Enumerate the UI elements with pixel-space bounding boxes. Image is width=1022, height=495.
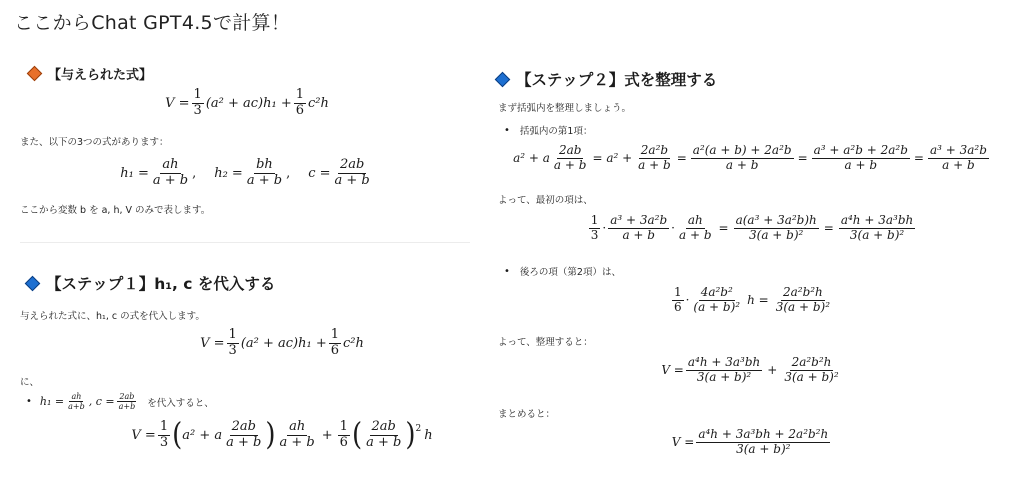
- frac-den: (a + b)²: [693, 299, 741, 314]
- fraction: [677, 214, 714, 243]
- fraction: [294, 88, 306, 119]
- fraction: [364, 420, 403, 451]
- left-column: [16, 46, 478, 495]
- eq-lhs: V =: [671, 435, 695, 450]
- frac-num: 2a²b²h: [782, 285, 823, 299]
- fraction: [158, 420, 170, 451]
- frac-num: 2a²b²h: [791, 355, 832, 369]
- frac-den: 6: [330, 342, 339, 358]
- equals: = a² +: [592, 151, 633, 166]
- eq-lhs: V =: [165, 95, 190, 111]
- page-title: ここからChat GPT4.5で計算！: [14, 12, 291, 34]
- organize-text: よって、整理すると：: [498, 337, 593, 348]
- frac-num: a²(a + b) + 2a²b: [692, 143, 792, 157]
- frac-num: bh: [256, 157, 273, 172]
- frac-num: 4a²b²: [700, 285, 733, 299]
- frac-num: a³ + a²b + 2a²b: [813, 143, 908, 157]
- fraction: [691, 144, 794, 173]
- item2-text: 後ろの項（第2項）は、: [519, 267, 621, 278]
- substitution-math: [40, 392, 139, 411]
- frac-num: ah: [71, 392, 82, 401]
- first-term-text: よって、最初の項は、: [498, 195, 593, 206]
- frac-num: ah: [289, 419, 306, 434]
- frac-num: a(a³ + 3a²b)h: [735, 213, 817, 227]
- paren: ): [405, 417, 416, 454]
- frac-num: 2ab: [119, 392, 135, 401]
- ni-text: に、: [20, 377, 40, 388]
- frac-den: 3: [193, 102, 202, 118]
- paren: (: [172, 417, 183, 454]
- frac-den: 6: [295, 102, 304, 118]
- frac-den: a+b: [68, 402, 85, 412]
- h1-lhs: h₁ =: [120, 165, 149, 181]
- frac-num: a³ + 3a²b: [610, 213, 668, 227]
- fraction: [338, 420, 350, 451]
- equals: =: [718, 221, 729, 236]
- comma: ,: [192, 165, 197, 181]
- equals: =: [913, 151, 924, 166]
- dot: ·: [671, 221, 675, 236]
- frac-num: ah: [687, 213, 703, 227]
- exponent: 2: [415, 424, 422, 434]
- frac-num: 1: [590, 213, 599, 227]
- also-text: また、以下の3つの式があります：: [20, 137, 169, 148]
- bullet: •: [504, 265, 510, 277]
- frac-den: a + b: [279, 434, 315, 450]
- fraction: [66, 392, 87, 411]
- frac-den: a + b: [679, 227, 712, 242]
- summary-text: まとめると：: [498, 409, 556, 420]
- frac-den: a + b: [942, 157, 975, 172]
- blue-diamond-icon: [25, 275, 41, 291]
- frac-num: 1: [339, 419, 348, 434]
- step2-heading: [494, 68, 717, 90]
- fraction: [696, 428, 830, 457]
- eq-lhs: V =: [661, 363, 684, 378]
- paren: ): [265, 417, 276, 454]
- item2-line: [504, 264, 621, 278]
- dot: ·: [602, 221, 607, 236]
- fraction: [839, 214, 915, 243]
- frac-den: a + b: [152, 172, 189, 188]
- given-heading-text: 【与えられた式】: [48, 68, 153, 83]
- c-lhs: c =: [308, 165, 331, 181]
- plus: +: [767, 363, 778, 378]
- step2-intro: まず括弧内を整理しましょう。: [498, 103, 632, 114]
- fraction: [686, 356, 762, 385]
- fraction: [812, 144, 910, 173]
- frac-den: 3(a + b)²: [736, 441, 791, 456]
- fraction: [245, 158, 284, 189]
- fraction: [333, 158, 372, 189]
- frac-num: 2ab: [558, 143, 582, 157]
- frac-num: 1: [330, 327, 339, 342]
- frac-den: 6: [673, 299, 682, 314]
- express-text: ここから変数 b を a, h, V のみで表します。: [20, 205, 211, 216]
- given-heading: [26, 64, 152, 83]
- sub-c-lhs: , c =: [88, 395, 115, 409]
- fraction: [672, 286, 684, 315]
- frac-den: 3: [590, 227, 599, 242]
- bullet: •: [26, 396, 32, 408]
- frac-den: 3: [228, 342, 237, 358]
- frac-num: 1: [673, 285, 682, 299]
- fraction: [227, 328, 239, 359]
- organized-equation: [492, 356, 1012, 385]
- step2-heading-text: 【ステップ２】式を整理する: [516, 71, 718, 89]
- frac-den: a + b: [725, 157, 759, 172]
- frac-num: 2a²b: [640, 143, 669, 157]
- item1-text: 括弧内の第1項：: [519, 126, 593, 137]
- frac-num: 2ab: [231, 419, 256, 434]
- fraction: [928, 144, 989, 173]
- final-equation: [492, 428, 1012, 457]
- eq-lhs: V =: [200, 335, 225, 351]
- frac-num: 1: [295, 87, 304, 102]
- frac-num: a³ + 3a²b: [929, 143, 987, 157]
- frac-den: 3(a + b)²: [784, 369, 839, 384]
- frac-den: a + b: [246, 172, 283, 188]
- h-equations: [16, 158, 478, 189]
- fraction: [691, 286, 742, 315]
- eq-mid: (a² + ac)h₁ +: [240, 335, 327, 351]
- fraction: [608, 214, 669, 243]
- right-column: [492, 46, 1012, 495]
- frac-num: 1: [159, 419, 169, 434]
- frac-num: 1: [193, 87, 202, 102]
- frac-den: 3(a + b)²: [849, 227, 905, 242]
- frac-den: 3(a + b)²: [749, 227, 804, 242]
- equals: =: [797, 151, 808, 166]
- bracket-term-equation: [492, 144, 1012, 173]
- frac-num: 1: [228, 327, 237, 342]
- equals: =: [823, 221, 834, 236]
- sub-h1-lhs: h₁ =: [39, 395, 65, 409]
- frac-den: a + b: [366, 434, 402, 450]
- frac-num: a⁴h + 3a³bh: [687, 355, 761, 369]
- dot: ·: [685, 293, 690, 308]
- fraction: [552, 144, 589, 173]
- fraction: [774, 286, 832, 315]
- fraction: [117, 392, 138, 411]
- paren: (: [351, 417, 363, 454]
- item1-line: [504, 123, 592, 137]
- frac-den: a + b: [622, 227, 655, 242]
- fraction: [151, 158, 190, 189]
- first-term-equation: [492, 214, 1012, 243]
- orange-diamond-icon: [27, 66, 43, 82]
- frac-num: a⁴h + 3a³bh + 2a²b²h: [698, 427, 829, 441]
- frac-den: a + b: [638, 157, 671, 172]
- frac-num: ah: [162, 157, 179, 172]
- fraction: [192, 88, 204, 119]
- eq-tail: h: [424, 427, 433, 443]
- step1-equation: [16, 328, 548, 359]
- h2-lhs: h₂ =: [214, 165, 243, 181]
- frac-den: a + b: [844, 157, 878, 172]
- fraction: [636, 144, 673, 173]
- fraction: [329, 328, 341, 359]
- bullet: •: [504, 124, 510, 136]
- frac-den: 6: [339, 434, 348, 450]
- eq-lhs: V =: [131, 427, 156, 443]
- step1-heading-text: 【ステップ１】h₁, c を代入する: [46, 275, 276, 293]
- e1-a: a² + a: [513, 151, 550, 166]
- frac-den: 3(a + b)²: [696, 369, 752, 384]
- step1-expanded-equation: [16, 417, 548, 454]
- plus: +: [321, 427, 333, 443]
- frac-den: a + b: [226, 434, 262, 450]
- section-divider: [20, 242, 470, 243]
- step1-intro: 与えられた式に、h₁, c の式を代入します。: [20, 311, 205, 322]
- substitution-line: [26, 392, 214, 411]
- fraction: [734, 214, 819, 243]
- frac-den: 3: [159, 434, 169, 450]
- eq-tail: c²h: [343, 335, 364, 351]
- frac-num: a⁴h + 3a³bh: [840, 213, 914, 227]
- sub-text: を代入すると、: [147, 397, 214, 409]
- frac-den: a+b: [118, 402, 136, 412]
- fraction: [278, 420, 317, 451]
- comma: ,: [286, 165, 291, 181]
- equals: =: [676, 151, 687, 166]
- frac-num: 2ab: [371, 419, 396, 434]
- eq-tail: c²h: [308, 95, 329, 111]
- eq-mid: (a² + ac)h₁ +: [205, 95, 292, 111]
- fraction: [782, 356, 840, 385]
- fraction: [589, 214, 601, 243]
- blue-diamond-icon: [495, 71, 511, 87]
- frac-num: 2ab: [339, 157, 365, 172]
- step1-heading: [24, 272, 275, 294]
- second-term-equation: [492, 286, 1012, 315]
- eq-inner: a² + a: [182, 427, 223, 443]
- frac-den: a + b: [334, 172, 370, 188]
- fraction: [224, 420, 263, 451]
- e3-h: h =: [747, 293, 769, 308]
- frac-den: a + b: [553, 157, 587, 172]
- given-equation: [16, 88, 478, 119]
- frac-den: 3(a + b)²: [775, 299, 831, 314]
